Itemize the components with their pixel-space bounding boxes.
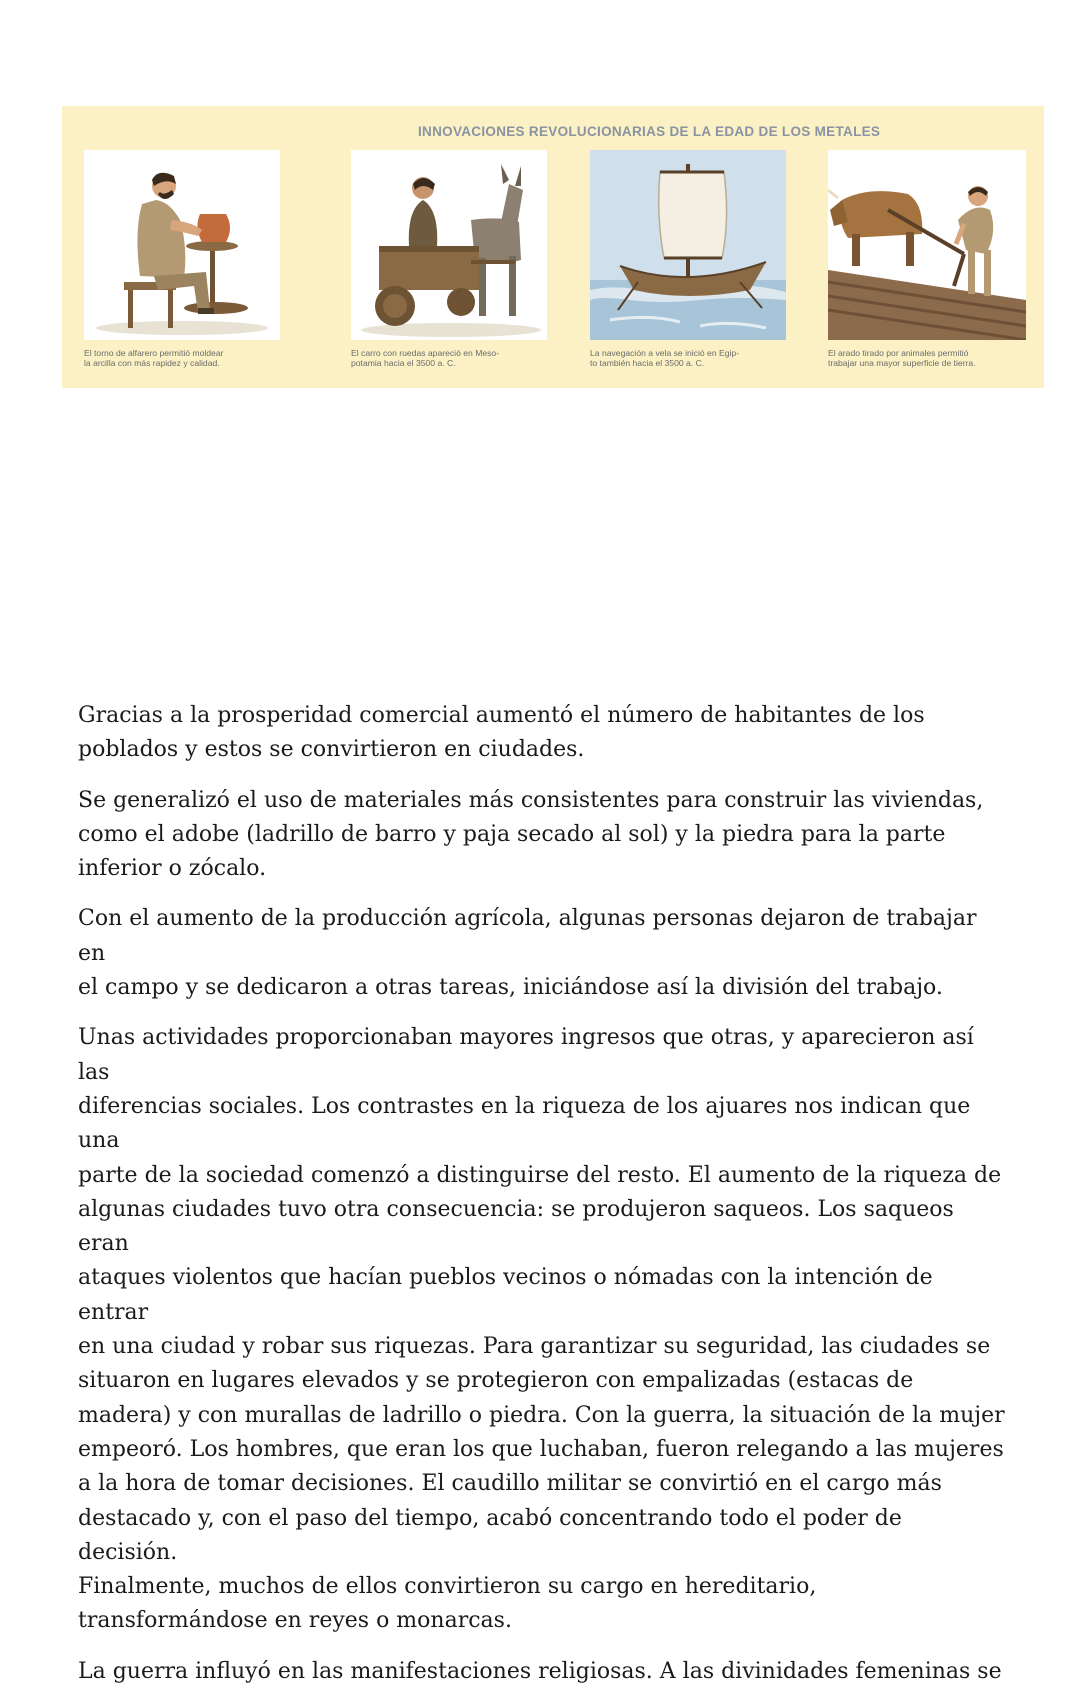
plough-caption: El arado tirado por animales permitió trabajar una mayor superficie de tierra. bbox=[828, 348, 976, 368]
paragraph-population: Gracias a la prosperidad comercial aumentó el número de habitantes de los poblados y estos se convirtieron en ciudades. bbox=[78, 703, 925, 763]
cart-caption: El carro con ruedas apareció en Meso- potamia hacia el 3500 a. C. bbox=[351, 348, 500, 368]
article-body bbox=[78, 699, 1008, 1705]
potter-illustration bbox=[84, 150, 280, 340]
infographic-title: INNOVACIONES REVOLUCIONARIAS DE LA EDAD DE LOS METALES bbox=[418, 124, 881, 139]
paragraph-division-of-labour: Con el aumento de la producción agrícola, algunas personas dejaron de trabajar en el campo y se dedicaron a otras tareas, iniciándose así la división del trabajo. bbox=[78, 906, 977, 1001]
sailboat-illustration bbox=[590, 150, 786, 340]
sailboat-caption: La navegación a vela se inició en Egip- to también hacia el 3500 a. C. bbox=[590, 348, 740, 368]
plough-illustration bbox=[828, 150, 1026, 340]
paragraph-religion: La guerra influyó en las manifestaciones religiosas. A las divinidades femeninas se bbox=[78, 1658, 1002, 1684]
paragraph-materials: Se generalizó el uso de materiales más consistentes para construir las viviendas, como el adobe (ladrillo de barro y paja secado al sol) y la piedra para la parte inferior o zócalo. bbox=[78, 787, 984, 882]
cart-illustration bbox=[351, 150, 547, 340]
paragraph-social-differences: Unas actividades proporcionaban mayores ingresos que otras, y aparecieron así las diferencias sociales. Los contrastes en la riqueza de los ajuares nos indican que una parte de la sociedad comenzó a distinguirse del resto. El aumento de la riqueza de algunas ciudades tuvo otra consecuencia: se produjeron saqueos. Los saqueos eran ataques violentos que hacían pueblos vecinos o nómadas con la intención de entrar en una ciudad y robar sus riquezas. Para garantizar su seguridad, las ciudades se situaron en lugares elevados y se protegieron con empalizadas (estacas de madera) y con murallas de ladrillo o piedra. Con la guerra, la situación de la mujer empeoró. Los hombres, que eran los que luchaban, fueron relegando a las mujeres a la hora de tomar decisiones. El caudillo militar se convirtió en el cargo más destacado y, con el paso del tiempo, acabó concentrando todo el poder de decisión. Finalmente, muchos de ellos convirtieron su cargo en hereditario, transformándose en reyes o monarcas. bbox=[78, 1025, 1005, 1634]
potter-caption: El torno de alfarero permitió moldear la arcilla con más rapidez y calidad. bbox=[84, 348, 224, 368]
innovations-infographic bbox=[62, 106, 1044, 388]
